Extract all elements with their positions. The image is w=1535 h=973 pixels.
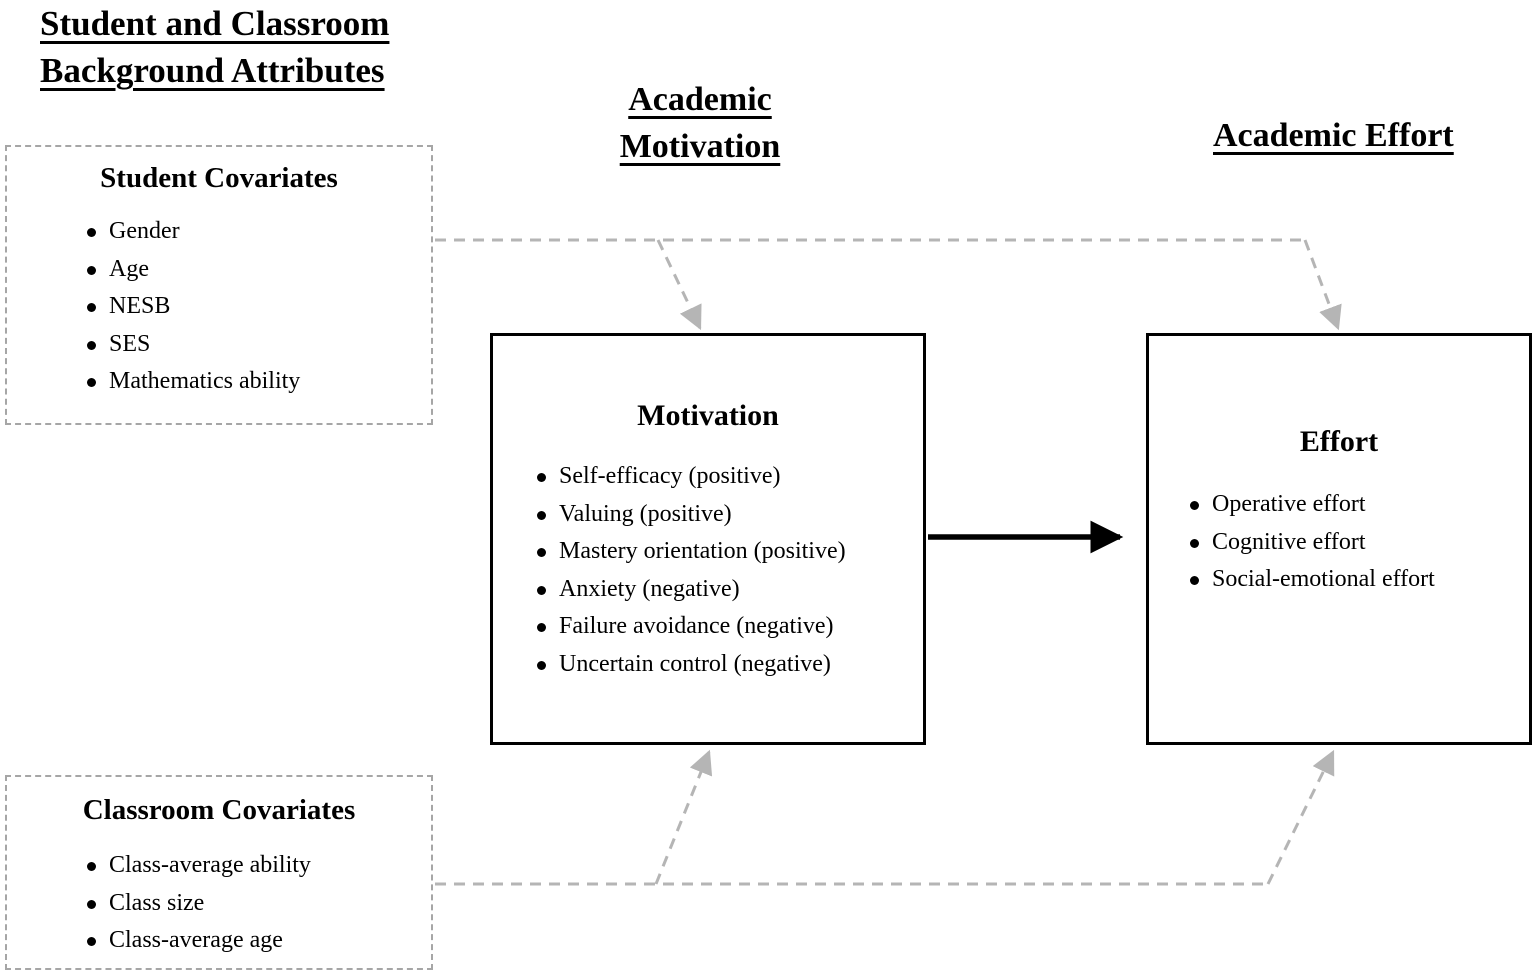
box-title: Motivation: [637, 399, 779, 432]
classroom-covariates-box: [5, 775, 433, 970]
list-item: NESB: [87, 288, 431, 326]
list-item: Age: [87, 251, 431, 289]
heading-line: Background Attributes: [40, 51, 385, 90]
list-item: Valuing (positive): [537, 496, 923, 534]
box-title: Effort: [1299, 425, 1379, 458]
list-item: SES: [87, 326, 431, 364]
motivation-box: [490, 333, 926, 745]
heading-line: Academic: [628, 81, 772, 118]
list-item: Cognitive effort: [1190, 524, 1529, 562]
dashed-arrow-student-to-motivation: [658, 240, 700, 328]
heading-line: Motivation: [619, 128, 781, 165]
dashed-arrow-student-to-effort: [1305, 240, 1338, 328]
heading-line: Student and Classroom: [40, 4, 390, 43]
effort-box: [1146, 333, 1532, 745]
list-item: Gender: [87, 213, 431, 251]
effort-list: [1149, 486, 1529, 599]
list-item: Uncertain control (negative): [537, 646, 923, 684]
heading-academic-effort: [1213, 112, 1454, 159]
list-item: Social-emotional effort: [1190, 561, 1529, 599]
box-title: Student Covariates: [100, 162, 338, 194]
heading-line: Academic Effort: [1213, 117, 1454, 154]
list-item: Self-efficacy (positive): [537, 458, 923, 496]
list-item: Mastery orientation (positive): [537, 533, 923, 571]
heading-background-attributes: [40, 0, 389, 94]
motivation-list: [493, 458, 923, 683]
classroom-covariates-list: [7, 847, 431, 960]
dashed-arrow-classroom-to-motivation: [656, 752, 709, 884]
student-covariates-list: [7, 213, 431, 401]
list-item: Class-average age: [87, 922, 431, 960]
dashed-arrow-classroom-to-effort: [1268, 752, 1333, 884]
list-item: Failure avoidance (negative): [537, 608, 923, 646]
list-item: Class size: [87, 885, 431, 923]
list-item: Anxiety (negative): [537, 571, 923, 609]
list-item: Mathematics ability: [87, 363, 431, 401]
heading-academic-motivation: [540, 76, 860, 170]
student-covariates-box: [5, 145, 433, 425]
list-item: Operative effort: [1190, 486, 1529, 524]
list-item: Class-average ability: [87, 847, 431, 885]
box-title: Classroom Covariates: [82, 794, 356, 826]
